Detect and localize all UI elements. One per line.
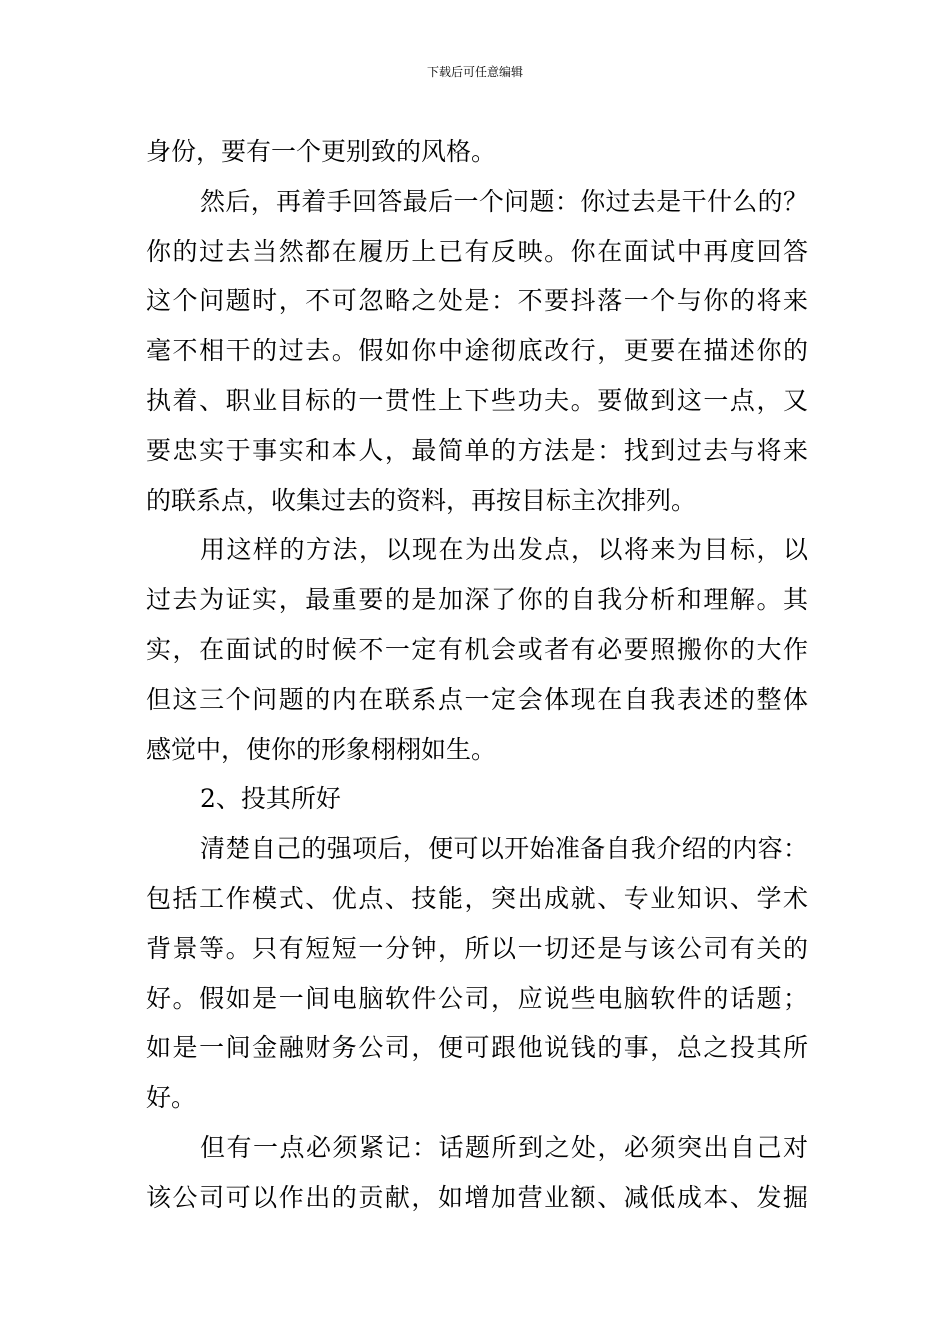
text-line: 用这样的方法，以现在为出发点，以将来为目标，以 xyxy=(200,535,808,565)
text-line: 身份，要有一个更别致的风格。 xyxy=(146,137,497,166)
text-line: 背景等。只有短短一分钟，所以一切还是与该公司有关的 xyxy=(146,933,808,963)
text-line: 毫不相干的过去。假如你中途彻底改行，更要在描述你的 xyxy=(146,336,808,366)
text-line: 但有一点必须紧记：话题所到之处，必须突出自己对 xyxy=(200,1132,808,1162)
body-text xyxy=(146,127,808,1223)
text-line: 清楚自己的强项后，便可以开始准备自我介绍的内容： xyxy=(200,834,808,864)
text-line: 过去为证实，最重要的是加深了你的自我分析和理解。其 xyxy=(146,585,808,615)
text-line: 如是一间金融财务公司，便可跟他说钱的事，总之投其所 xyxy=(146,1033,808,1063)
text-line: 但这三个问题的内在联系点一定会体现在自我表述的整体 xyxy=(146,684,808,714)
text-line: 的联系点，收集过去的资料，再按目标主次排列。 xyxy=(146,485,697,515)
text-line: 你的过去当然都在履历上已有反映。你在面试中再度回答 xyxy=(146,236,808,266)
text-line: 好。 xyxy=(146,1083,197,1113)
text-line: 2、投其所好 xyxy=(200,784,341,814)
text-line: 这个问题时，不可忽略之处是：不要抖落一个与你的将来 xyxy=(146,286,808,316)
text-line: 执着、职业目标的一贯性上下些功夫。要做到这一点，又 xyxy=(146,385,808,415)
text-line: 实，在面试的时候不一定有机会或者有必要照搬你的大作 xyxy=(146,634,808,664)
text-line: 包括工作模式、优点、技能，突出成就、专业知识、学术 xyxy=(146,883,808,913)
page-header: 下载后可任意编辑 xyxy=(426,65,523,79)
text-line: 该公司可以作出的贡献，如增加营业额、减低成本、发掘 xyxy=(146,1182,808,1212)
text-line: 感觉中，使你的形象栩栩如生。 xyxy=(146,734,497,764)
text-line: 要忠实于事实和本人，最简单的方法是：找到过去与将来 xyxy=(146,435,808,465)
text-line: 好。假如是一间电脑软件公司，应说些电脑软件的话题； xyxy=(146,983,808,1013)
text-line: 然后，再着手回答最后一个问题：你过去是干什么的？ xyxy=(200,186,808,216)
